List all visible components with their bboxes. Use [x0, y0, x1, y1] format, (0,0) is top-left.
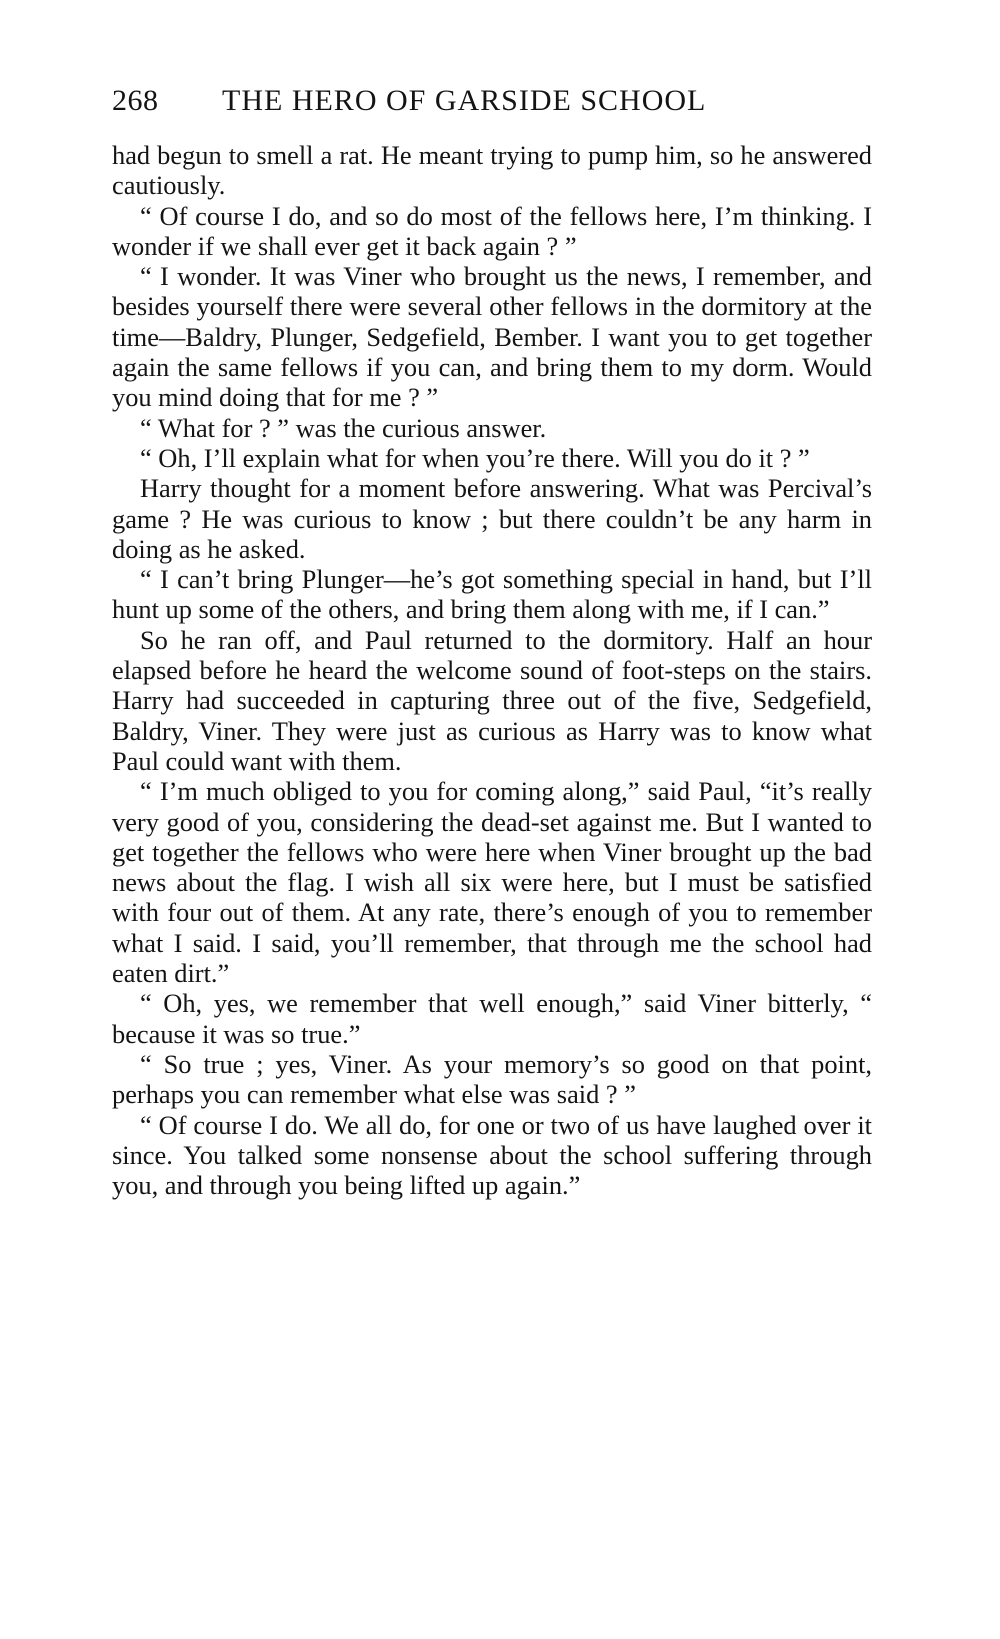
- running-head: [112, 84, 872, 140]
- body-text: [112, 140, 872, 1200]
- paragraph: “ I can’t bring Plunger—he’s got something special in hand, but I’ll hunt up some of the others, and bring them along with me, if I can.”: [112, 564, 872, 625]
- book-page: [112, 84, 872, 1200]
- book-title: THE HERO OF GARSIDE SCHOOL: [222, 84, 707, 117]
- paragraph: “ What for ? ” was the curious answer.: [140, 412, 547, 443]
- paragraph: Harry thought for a moment before answering. What was Percival’s game ? He was curious to know ; but there couldn’t be any harm in doing as he asked.: [112, 473, 872, 564]
- paragraph: “ I wonder. It was Viner who brought us the news, I remember, and besides yourself there were several other fellows in the dormitory at the time—Baldry, Plunger, Sedgefield, Bember. I want you to get together again the same fellows if you can, and bring them to my dorm. Would you mind doing that for me ? ”: [112, 261, 872, 413]
- paragraph: “ Of course I do. We all do, for one or two of us have laughed over it since. You talked some nonsense about the school suffering through you, and through you being lifted up again.”: [112, 1109, 872, 1201]
- paragraph: had begun to smell a rat. He meant trying to pump him, so he answered cautiously.: [112, 140, 872, 201]
- paragraph: “ Oh, I’ll explain what for when you’re there. Will you do it ? ”: [140, 442, 810, 473]
- page-number: 268: [112, 84, 159, 117]
- paragraph: So he ran off, and Paul returned to the dormitory. Half an hour elapsed before he heard the welcome sound of foot-steps on the stairs. Harry had succeeded in capturing three out of the five, Sedgefield, Baldry, Viner. They were just as curious as Harry was to know what Paul could want with them.: [112, 624, 872, 776]
- paragraph: “ Of course I do, and so do most of the fellows here, I’m thinking. I wonder if we shall ever get it back again ? ”: [112, 200, 872, 261]
- paragraph: “ I’m much obliged to you for coming along,” said Paul, “it’s really very good of you, considering the dead-set against me. But I wanted to get together the fellows who were here when Viner brought up the bad news about the flag. I wish all six were here, but I must be satisfied with four out of them. At any rate, there’s enough of you to remember what I said. I said, you’ll remember, that through me the school had eaten dirt.”: [112, 776, 872, 989]
- paragraph: “ Oh, yes, we remember that well enough,” said Viner bitterly, “ because it was so true.”: [112, 988, 872, 1049]
- paragraph: “ So true ; yes, Viner. As your memory’s so good on that point, perhaps you can remember what else was said ? ”: [112, 1048, 872, 1110]
